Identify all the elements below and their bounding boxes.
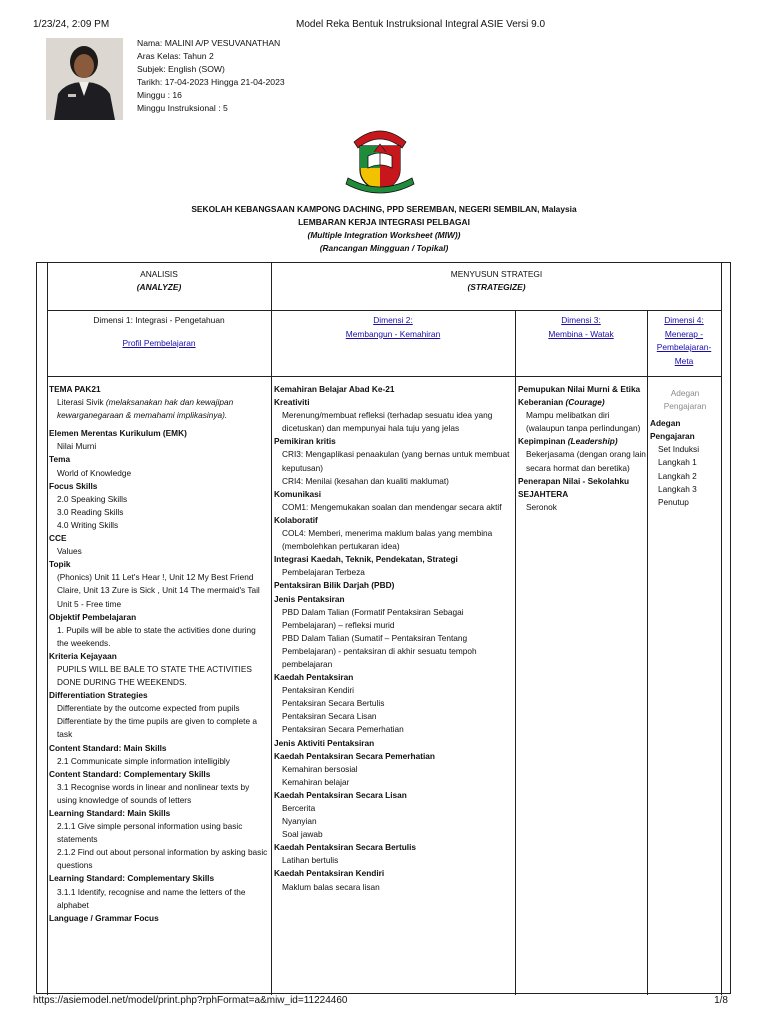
section-item: PBD Dalam Talian (Sumatif – Pentaksiran Tentang Pembelajaran) - pentaksiran di akhir sesuatu tempoh pembelajaran [282, 632, 477, 669]
section-item: Pentaksiran Kendiri [282, 685, 354, 696]
print-title: Model Reka Bentuk Instruksional Integral ASIE Versi 9.0 [295, 19, 546, 30]
section-item: 3.0 Reading Skills [57, 506, 124, 517]
school-name: SEKOLAH KEBANGSAAN KAMPONG DACHING, PPD SEREMBAN, NEGERI SEMBILAN, Malaysia [191, 204, 577, 214]
section-heading: Kemahiran Belajar Abad Ke-21 [274, 384, 395, 394]
section-heading: Learning Standard: Main Skills [49, 808, 171, 818]
section-item: PUPILS WILL BE BALE TO STATE THE ACTIVITIES DONE DURING THE WEEKENDS. [57, 663, 252, 688]
subject: Subjek: English (SOW) [137, 64, 225, 75]
strategi-header: MENYUSUN STRATEGI (STRATEGIZE) [450, 269, 543, 292]
school-title-block [0, 203, 768, 255]
section-heading: Focus Skills [49, 480, 98, 491]
section-item: COL4: Memberi, menerima maklum balas yang membina (membolehkan pertukaran idea) [282, 528, 493, 552]
section-item: Pentaksiran Secara Pemerhatian [282, 724, 404, 735]
section-item: 3.1 Recognise words in linear and nonlinear texts by using knowledge of sounds of letters [57, 781, 250, 805]
section-heading: Kreativiti [274, 397, 310, 408]
print-datetime: 1/23/24, 2:09 PM [33, 19, 110, 30]
teacher-photo [46, 38, 123, 120]
section-item: Penutup [658, 496, 689, 507]
section-item: 1. Pupils will be able to state the activities done during the weekends. [57, 624, 256, 648]
section-item: Literasi Sivik (melaksanakan hak dan kewajipan kewarganegaraan & memahami implikasinya). [57, 397, 234, 421]
section-item: CRI4: Menilai (kesahan dan kualiti maklumat) [282, 475, 449, 486]
section-heading: Language / Grammar Focus [49, 912, 159, 923]
date-range: Tarikh: 17-04-2023 Hingga 21-04-2023 [137, 77, 285, 88]
instructional-week: Minggu Instruksional : 5 [137, 103, 228, 114]
adegan-pengajaran-grey: Adegan Pengajaran [663, 388, 707, 412]
column-analisis [49, 383, 269, 925]
section-item: 2.1.1 Give simple personal information using basic statements [57, 821, 243, 845]
section-heading: Learning Standard: Complementary Skills [49, 873, 215, 884]
section-item: 2.0 Speaking Skills [57, 493, 128, 504]
section-heading: CCE [49, 533, 67, 544]
section-heading: Kolaboratif [274, 514, 318, 525]
section-heading: Kepimpinan (Leadership) [518, 436, 618, 447]
profil-pembelajaran-link[interactable]: Profil Pembelajaran [122, 337, 196, 348]
print-header [33, 18, 728, 32]
column-watak [518, 383, 646, 514]
section-item: Values [57, 546, 82, 557]
section-item: CRI3: Mengaplikasi penaakulan (yang bernas untuk membuat keputusan) [282, 449, 510, 473]
section-item: Differentiate by the outcome expected from pupils [57, 703, 240, 714]
section-item: Bekerjasama (dengan orang lain secara hormat dan beretika) [526, 449, 646, 473]
print-url: https://asiemodel.net/model/print.php?rphFormat=a&miw_id=11224460 [33, 995, 348, 1006]
worksheet-table [36, 262, 731, 994]
dimension-2-sub-link[interactable]: Membangun - Kemahiran [345, 328, 441, 339]
section-item: COM1: Mengemukakan soalan dan mendengar secara aktif [282, 501, 502, 512]
teacher-name: Nama: MALINI A/P VESUVANATHAN [137, 38, 281, 48]
section-heading: TEMA PAK21 [49, 384, 101, 394]
section-heading: Pemikiran kritis [274, 436, 336, 447]
section-item: Langkah 3 [658, 483, 697, 494]
section-item: Merenung/membuat refleksi (terhadap sesuatu idea yang dicetuskan) dan mempunyai hala tuju yang jelas [282, 410, 493, 434]
section-item: 4.0 Writing Skills [57, 519, 119, 530]
section-item: Pembelajaran Terbeza [282, 567, 365, 578]
column-meta [650, 383, 720, 509]
section-heading: Adegan Pengajaran [650, 418, 695, 442]
section-item: 2.1.2 Find out about personal information by asking basic questions [57, 847, 268, 871]
section-heading: Kaedah Pentaksiran Secara Lisan [274, 789, 407, 800]
section-heading: Kaedah Pentaksiran [274, 672, 354, 683]
section-heading: Komunikasi [274, 488, 322, 499]
section-item: Mampu melibatkan diri (walaupun tanpa perlindungan) [526, 410, 641, 434]
section-heading: Keberanian (Courage) [518, 397, 605, 408]
section-item: Kemahiran belajar [282, 776, 350, 787]
worksheet-type: (Rancangan Mingguan / Topikal) [319, 243, 449, 254]
dimension-2-link[interactable]: Dimensi 2: [373, 315, 413, 325]
week: Minggu : 16 [137, 90, 182, 101]
section-item: Langkah 1 [658, 457, 697, 468]
dimension-1: Dimensi 1: Integrasi - Pengetahuan Profil Pembelajaran [47, 314, 271, 350]
section-item: Maklum balas secara lisan [282, 881, 380, 892]
section-item: Seronok [526, 501, 557, 512]
section-heading: Kriteria Kejayaan [49, 650, 117, 661]
dimension-3 [515, 314, 647, 341]
section-heading: Objektif Pembelajaran [49, 611, 137, 622]
school-crest [334, 122, 426, 198]
section-item: Nilai Murni [57, 441, 97, 452]
section-item: 3.1.1 Identify, recognise and name the letters of the alphabet [57, 886, 246, 910]
section-item: 2.1 Communicate simple information intelligibly [57, 755, 230, 766]
section-heading: Pemupukan Nilai Murni & Etika [518, 384, 641, 394]
page-number: 1/8 [714, 995, 728, 1006]
section-item: Nyanyian [282, 816, 317, 827]
section-heading: Kaedah Pentaksiran Secara Bertulis [274, 842, 417, 853]
section-item: Pentaksiran Secara Lisan [282, 711, 377, 722]
dimension-3-link[interactable]: Dimensi 3: [561, 315, 601, 325]
section-item: Kemahiran bersosial [282, 763, 358, 774]
section-heading: Tema [49, 454, 71, 465]
section-item: Langkah 2 [658, 470, 697, 481]
section-item: Differentiate by the time pupils are given to complete a task [57, 716, 258, 740]
dimension-4-link[interactable]: Dimensi 4: [664, 315, 704, 325]
section-heading: Integrasi Kaedah, Teknik, Pendekatan, Strategi [274, 554, 458, 565]
section-heading: Content Standard: Complementary Skills [49, 768, 211, 779]
section-heading: Elemen Merentas Kurikulum (EMK) [49, 428, 187, 439]
section-item: Latihan bertulis [282, 855, 339, 866]
section-heading: Content Standard: Main Skills [49, 742, 167, 753]
section-heading: Kaedah Pentaksiran Kendiri [274, 868, 385, 879]
section-heading: Kaedah Pentaksiran Secara Pemerhatian [274, 750, 435, 761]
section-heading: Jenis Pentaksiran [274, 593, 345, 604]
section-item: World of Knowledge [57, 467, 132, 478]
dimension-3-sub-link[interactable]: Membina - Watak [548, 328, 614, 339]
worksheet-title: LEMBARAN KERJA INTEGRASI PELBAGAI [298, 217, 470, 228]
section-heading: Pentaksiran Bilik Darjah (PBD) [274, 580, 395, 591]
section-item: PBD Dalam Talian (Formatif Pentaksiran Sebagai Pembelajaran) – refleksi murid [282, 606, 464, 630]
section-item: Set Induksi [658, 444, 700, 455]
class-level: Aras Kelas: Tahun 2 [137, 51, 214, 62]
section-item: Soal jawab [282, 829, 323, 840]
dimension-2 [271, 314, 515, 341]
section-heading: Jenis Aktiviti Pentaksiran [274, 737, 375, 748]
column-kemahiran [274, 383, 513, 894]
section-item: Bercerita [282, 803, 316, 813]
section-item: (Phonics) Unit 11 Let's Hear !, Unit 12 My Best Friend Claire, Unit 13 Zure is Sick , Unit 14 The mermaid's Tail Unit 5 - Free time [57, 572, 260, 609]
section-heading: Topik [49, 559, 71, 570]
teacher-info [137, 37, 285, 115]
analisis-header: ANALISIS (ANALYZE) [136, 269, 182, 292]
dimension-4: Dimensi 4: Menerap - Pembelajaran- Meta [647, 314, 721, 368]
section-heading: Differentiation Strategies [49, 690, 148, 701]
worksheet-subtitle: (Multiple Integration Worksheet (MIW)) [307, 230, 461, 241]
section-item: Pentaksiran Secara Bertulis [282, 698, 385, 709]
section-heading: Penerapan Nilai - Sekolahku SEJAHTERA [518, 475, 630, 499]
